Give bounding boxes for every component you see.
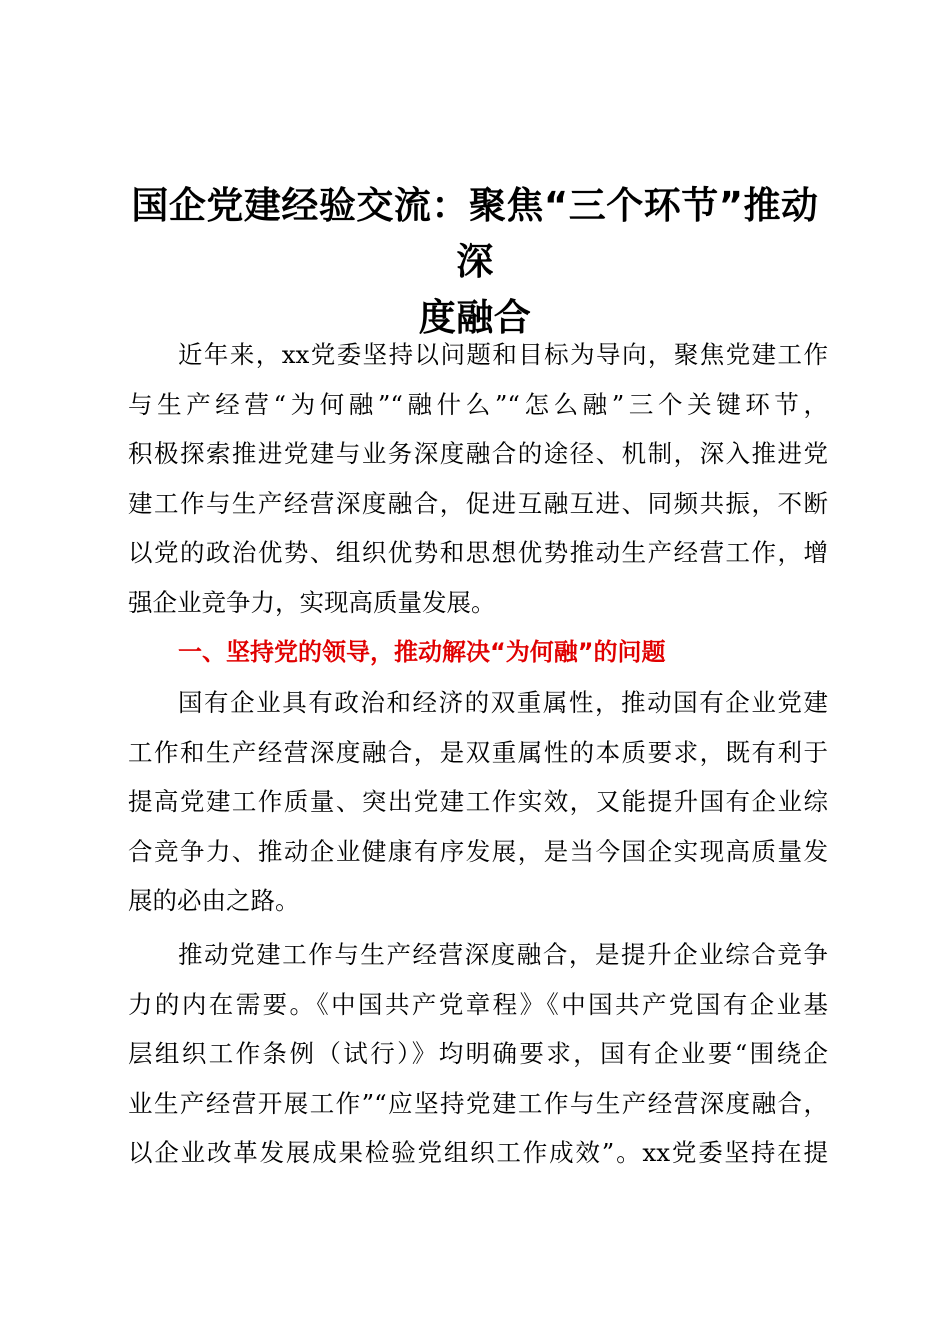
text-line: 展的必由之路。 <box>128 886 300 916</box>
text-line: 推动党建工作与生产经营深度融合，是提升企业综合竞争 <box>178 940 828 969</box>
section-heading-text: 一、坚持党的领导，推动解决“为何融”的问题 <box>178 638 666 666</box>
text-line: 强企业竞争力，实现高质量发展。 <box>128 587 496 617</box>
text-line: 近年来，xx党委坚持以问题和目标为导向，聚焦党建工作 <box>178 340 828 369</box>
text-line: 与生产经营“为何融”“融什么”“怎么融”三个关键环节， <box>128 389 828 419</box>
text-line: 以企业改革发展成果检验党组织工作成效”。xx党委坚持在提 <box>128 1138 828 1168</box>
text-line: 积极探索推进党建与业务深度融合的途径、机制，深入推进党 <box>128 439 828 469</box>
document-title <box>120 178 830 346</box>
paragraph-competitiveness <box>128 930 828 1178</box>
text-line: 建工作与生产经营深度融合，促进互融互进、同频共振，不断 <box>128 488 828 518</box>
text-line: 工作和生产经营深度融合，是双重属性的本质要求，既有利于 <box>128 737 828 767</box>
title-line-2: 度融合 <box>418 296 532 339</box>
title-line-1: 国企党建经验交流：聚焦“三个环节”推动深 <box>131 184 819 283</box>
text-line: 合竞争力、推动企业健康有序发展，是当今国企实现高质量发 <box>128 836 828 866</box>
text-line: 层组织工作条例（试行）》均明确要求，国有企业要“围绕企 <box>128 1039 828 1069</box>
paragraph-intro <box>128 330 828 628</box>
text-line: 提高党建工作质量、突出党建工作实效，又能提升国有企业综 <box>128 787 828 817</box>
text-line: 以党的政治优势、组织优势和思想优势推动生产经营工作，增 <box>128 538 828 568</box>
text-line: 国有企业具有政治和经济的双重属性，推动国有企业党建 <box>178 688 828 717</box>
paragraph-dual-attributes <box>128 678 828 926</box>
text-line: 业生产经营开展工作”“应坚持党建工作与生产经营深度融合， <box>128 1088 828 1118</box>
section-heading-1 <box>128 628 828 678</box>
text-line: 力的内在需要。《中国共产党章程》《中国共产党国有企业基 <box>128 989 828 1019</box>
